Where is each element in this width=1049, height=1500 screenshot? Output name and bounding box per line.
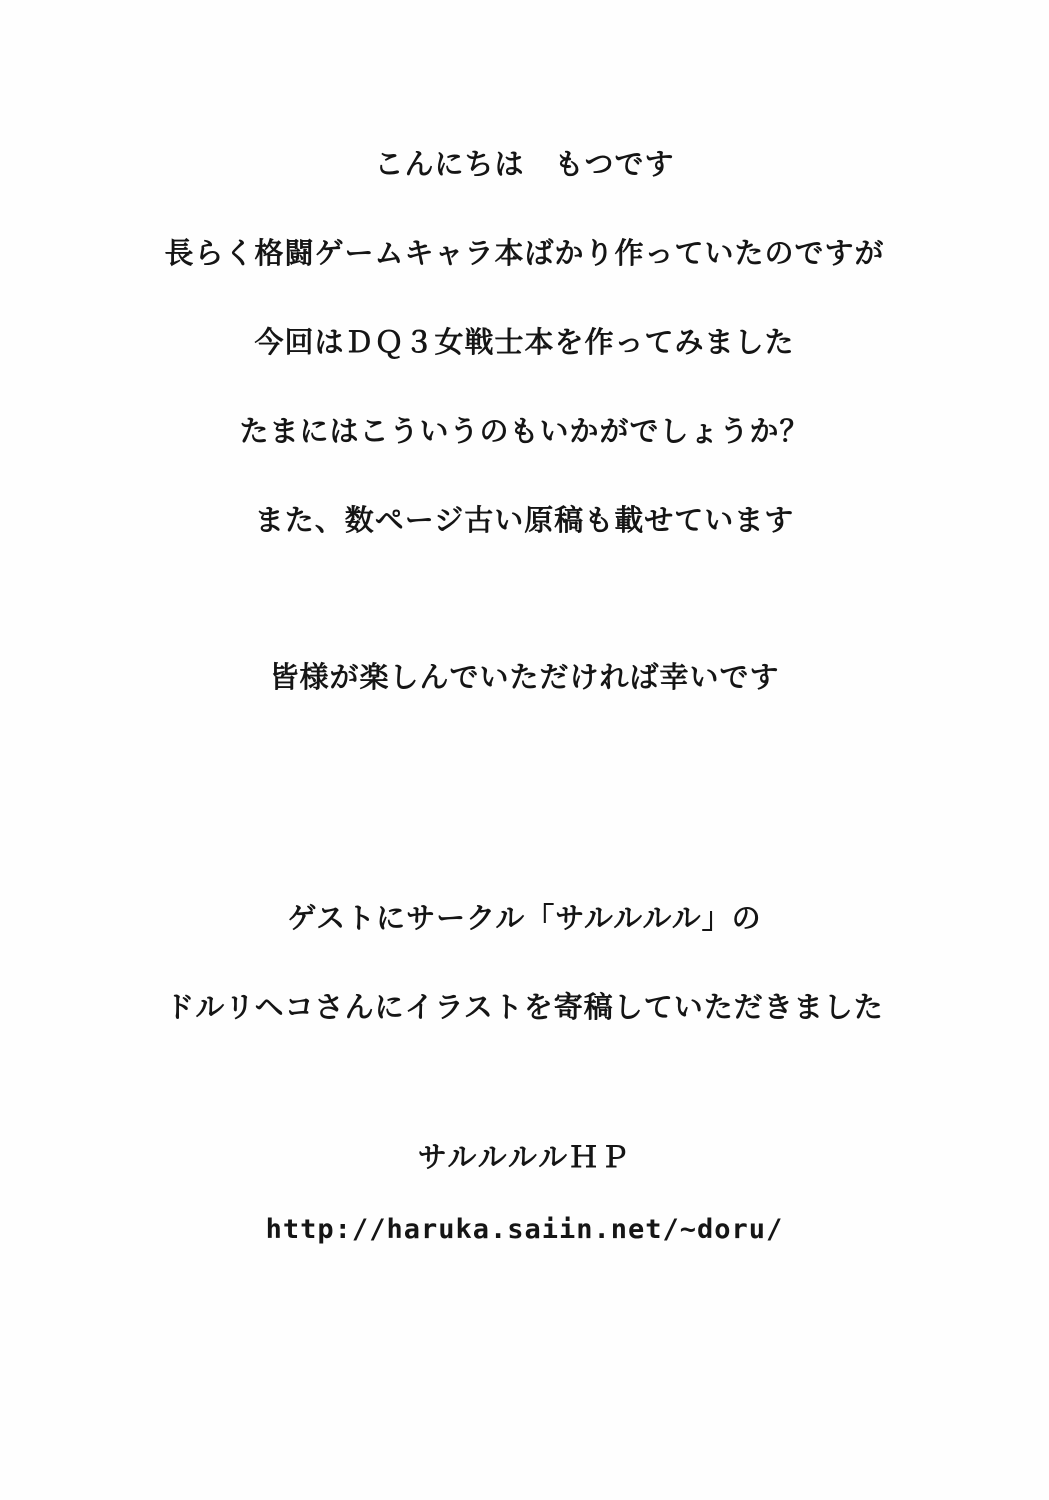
- afterword-line-7: ゲストにサークル「サルルルル」の: [287, 901, 762, 935]
- afterword-line-5: また、数ページ古い原稿も載せています: [254, 503, 795, 537]
- afterword-line-4: たまにはこういうのもいかがでしょうか？: [239, 414, 810, 448]
- afterword-line-2: 長らく格闘ゲームキャラ本ばかり作っていたのですが: [164, 236, 885, 270]
- spacer: [0, 820, 1049, 904]
- afterword-line-3: 今回はＤＱ３女戦士本を作ってみました: [254, 325, 795, 359]
- spacer: [0, 535, 1049, 663]
- spacer: [0, 446, 1049, 506]
- spacer: [0, 179, 1049, 239]
- afterword-line-8: ドルリヘコさんにイラストを寄稿していただきました: [165, 990, 884, 1024]
- spacer: [0, 357, 1049, 417]
- spacer: [0, 933, 1049, 993]
- spacer: [0, 268, 1049, 328]
- guest-site-title: サルルルルＨＰ: [417, 1140, 632, 1174]
- afterword-line-1: こんにちは もつです: [374, 147, 675, 181]
- spacer: [0, 1022, 1049, 1106]
- guest-site-url[interactable]: http://haruka.saiin.net/~doru/: [265, 1214, 784, 1245]
- afterword-line-6: 皆様が楽しんでいただければ幸いです: [269, 660, 780, 694]
- afterword-text-block: [0, 147, 1049, 1272]
- spacer: [0, 692, 1049, 820]
